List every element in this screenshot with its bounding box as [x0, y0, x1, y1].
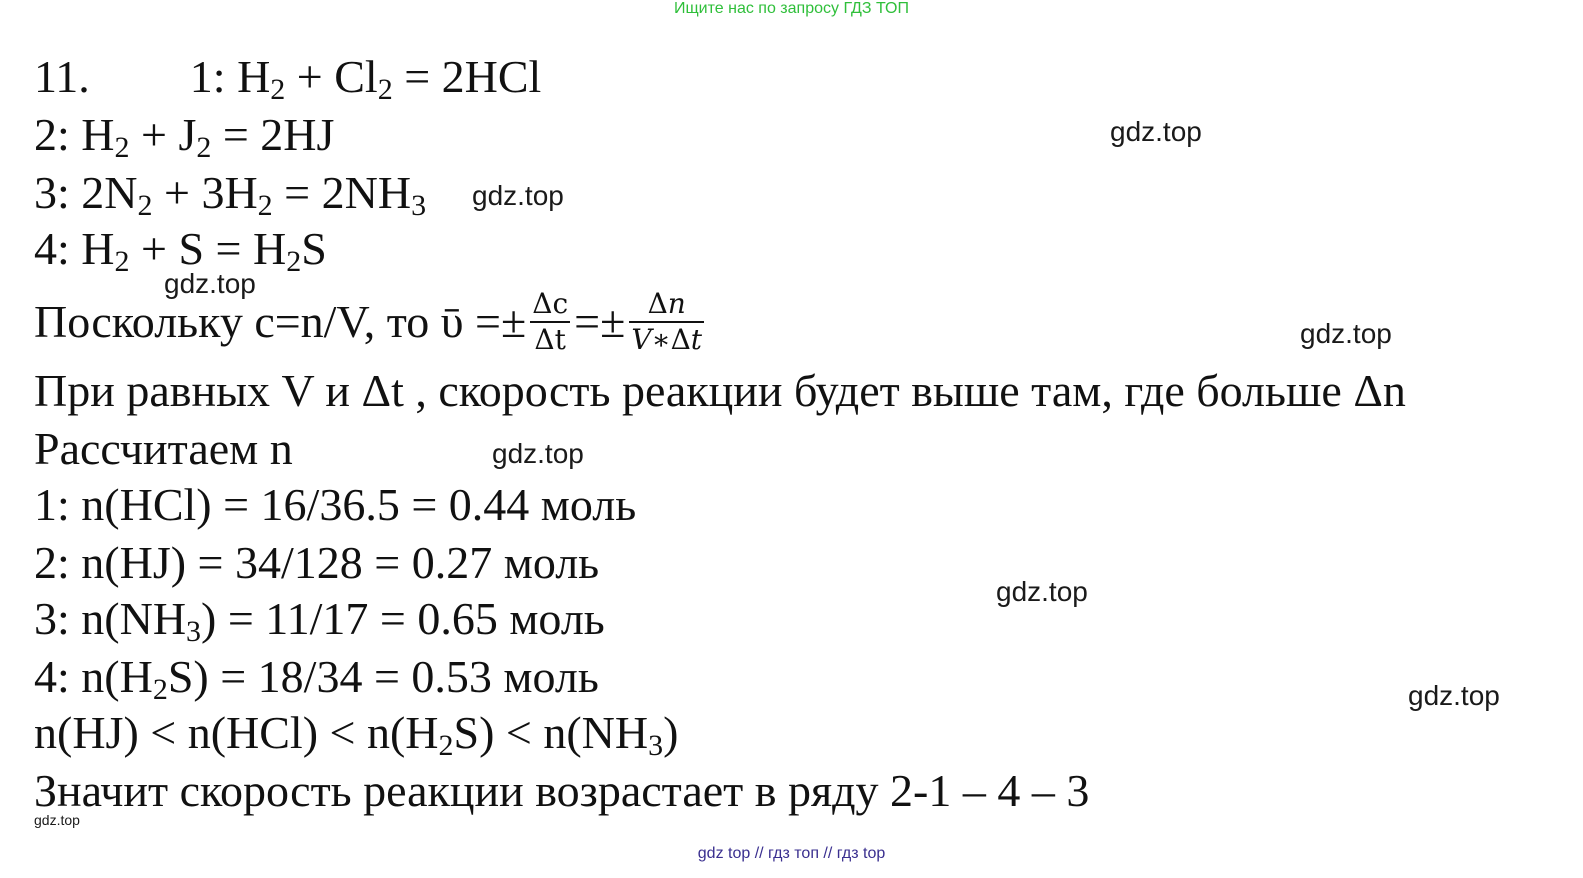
calc-line-2: 2: n(HJ) = 34/128 = 0.27 моль [34, 537, 600, 588]
calc-line-4: 4: $n(H_2S) = 18/34 = 0.53$ моль [34, 651, 599, 706]
watermark-2: gdz.top [472, 180, 564, 211]
watermark-5: gdz.top [492, 438, 584, 469]
watermark-6: gdz.top [996, 576, 1088, 607]
rate-formula-line: Поскольку c=n/V, то ῡ =± $\frac{\Delta c}{\Delta t}$ =± $\frac{\text{Δ𝑛}}{\text{𝑉∗Δ𝑡}}$ [34, 287, 703, 357]
statement-line: При равных V и Δt , скорость реакции будет выше там, где больше Δn [34, 365, 1406, 416]
watermark-3: gdz.top [164, 268, 256, 299]
reaction-line-1: 11. 1: $H_2 + Cl_2 = 2HCl$ [34, 51, 542, 106]
watermark-4: gdz.top [1300, 318, 1392, 349]
watermark-small: gdz.top [34, 812, 80, 828]
task-number: 11. [34, 51, 90, 102]
fraction-dc-dt: $\frac{\Delta c}{\Delta t}$ [532, 287, 569, 357]
reaction-line-4: 4: $H_2 + S = H_2S$ [34, 223, 327, 278]
reaction-line-3: 3: $2N_2 + 3H_2 = 2NH_3$ [34, 167, 427, 222]
conclusion-line: Значит скорость реакции возрастает в ряду 2-1 – 4 – 3 [34, 765, 1090, 816]
footer-links: gdz top // гдз топ // гдз top [697, 845, 886, 862]
reaction-line-2: 2: $H_2 + J_2 = 2HJ$ [34, 109, 335, 164]
watermark-7: gdz.top [1408, 680, 1500, 711]
calc-line-3: 3: $n(NH_3) = 11/17 = 0.65$ моль [34, 593, 605, 648]
calc-line-1: 1: n(HCl) = 16/36.5 = 0.44 моль [34, 479, 637, 530]
watermark-1: gdz.top [1110, 116, 1202, 147]
top-banner: Ищите нас по запросу ГДЗ ТОП [674, 0, 909, 17]
fraction-dn-vdt: $\frac{\text{Δ𝑛}}{\text{𝑉∗Δ𝑡}}$ [631, 287, 703, 357]
comparison-line: $n(HJ) < n(HCl) < n(H_2S) < n(NH_3)$ [34, 707, 679, 762]
calc-heading: Рассчитаем n [34, 423, 293, 474]
